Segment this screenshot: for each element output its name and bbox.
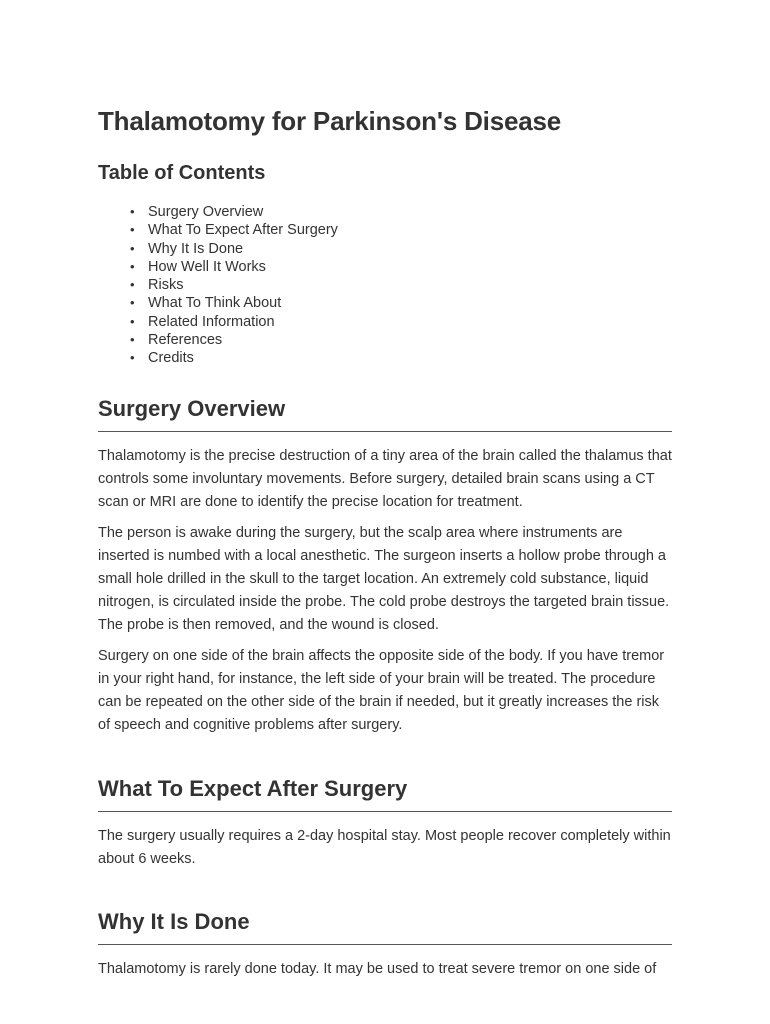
- paragraph: The surgery usually requires a 2-day hospital stay. Most people recover completely within about 6 weeks.: [98, 828, 671, 867]
- bullet-icon: •: [130, 350, 135, 366]
- toc-item-risks[interactable]: • Risks: [130, 277, 184, 294]
- section-why-done: [98, 909, 672, 981]
- section-surgery-overview: [98, 396, 672, 737]
- bullet-icon: •: [130, 277, 135, 293]
- toc-item-why-done[interactable]: • Why It Is Done: [130, 240, 244, 257]
- section-heading: Surgery Overview: [98, 396, 672, 432]
- bullet-icon: •: [130, 332, 135, 348]
- toc-item-what-to-expect[interactable]: • What To Expect After Surgery: [130, 222, 338, 239]
- paragraph: Thalamotomy is rarely done today. It may be used to treat severe tremor on one side of: [98, 961, 657, 977]
- section-body: [98, 445, 672, 737]
- toc-heading: Table of Contents: [98, 162, 266, 184]
- paragraph: Surgery on one side of the brain affects the opposite side of the body. If you have tremor in your right hand, for instance, the left side of your brain will be treated. The procedure can be repeated on the other side of the brain if needed, but it greatly increases the risk of speech and cognitive problems after surgery.: [98, 648, 665, 733]
- page-title: Thalamotomy for Parkinson's Disease: [98, 106, 562, 136]
- bullet-icon: •: [130, 204, 135, 219]
- paragraph: The person is awake during the surgery, but the scalp area where instruments are inserted is numbed with a local anesthetic. The surgeon inserts a hollow probe through a small hole drilled in the skull to the target location. An extremely cold substance, liquid nitrogen, is circulated inside the probe. The cold probe destroys the targeted brain tissue. The probe is then removed, and the wound is closed.: [98, 525, 670, 633]
- bullet-icon: •: [130, 313, 135, 329]
- section-body: [98, 958, 672, 981]
- bullet-icon: •: [130, 258, 135, 274]
- bullet-icon: •: [130, 295, 135, 311]
- section-heading: Why It Is Done: [98, 909, 672, 945]
- toc-item-credits[interactable]: • Credits: [130, 350, 194, 367]
- toc-item-related-info[interactable]: • Related Information: [130, 313, 275, 330]
- section-body: [98, 825, 672, 871]
- toc-item-how-well[interactable]: • How Well It Works: [130, 258, 266, 275]
- bullet-icon: •: [130, 240, 135, 256]
- paragraph: Thalamotomy is the precise destruction of a tiny area of the brain called the thalamus that controls some involuntary movements. Before surgery, detailed brain scans using a CT scan or MRI are done to identify the precise location for treatment.: [98, 448, 672, 510]
- section-what-to-expect: [98, 776, 672, 871]
- toc-item-what-to-think[interactable]: • What To Think About: [130, 295, 282, 312]
- section-heading: What To Expect After Surgery: [98, 776, 672, 812]
- bullet-icon: •: [130, 222, 135, 238]
- table-of-contents: [130, 203, 338, 368]
- toc-item-surgery-overview[interactable]: • Surgery Overview: [130, 204, 264, 220]
- toc-item-references[interactable]: • References: [130, 332, 223, 349]
